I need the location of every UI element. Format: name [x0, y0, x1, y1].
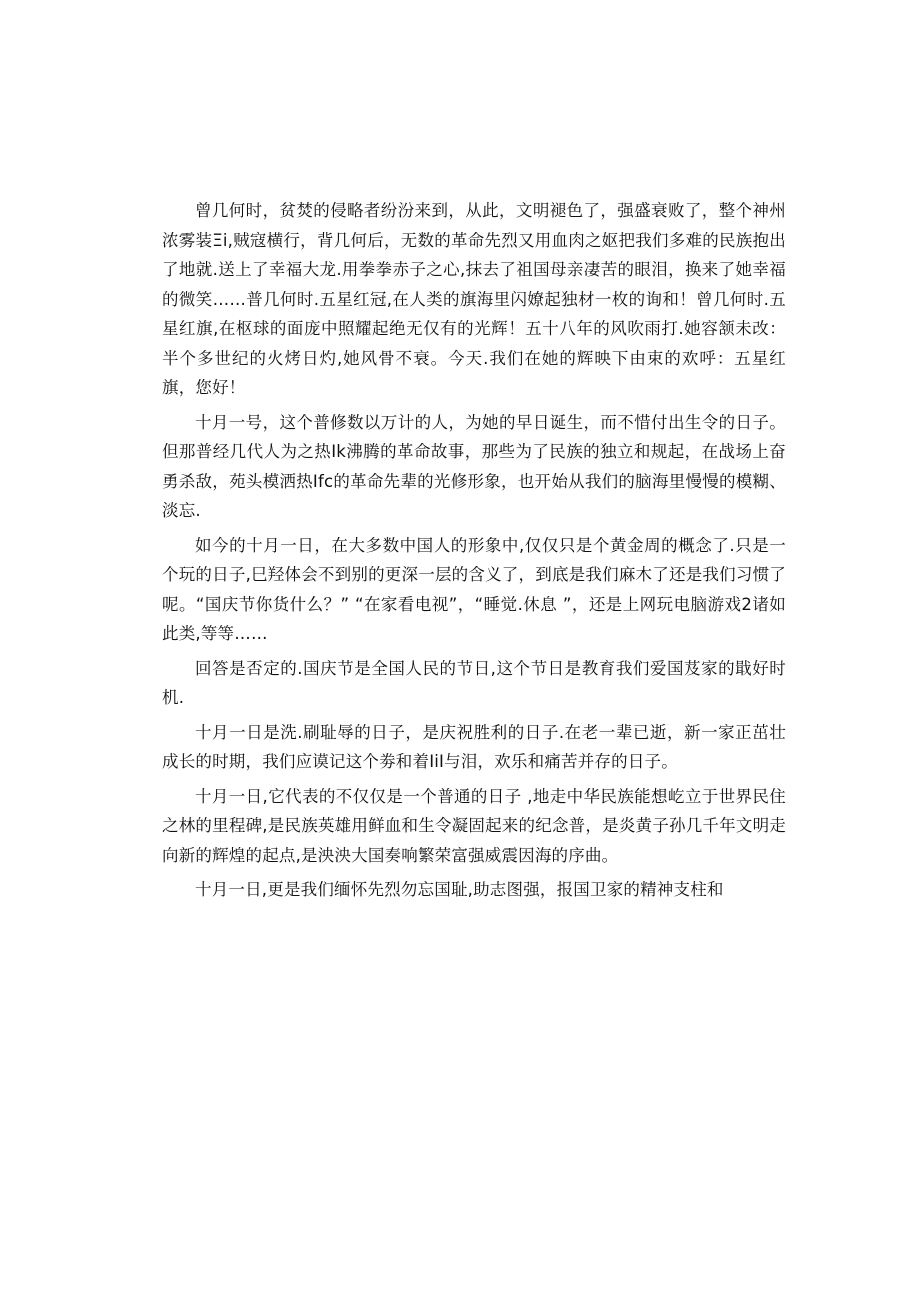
paragraph-milestone: 十月一日,它代表的不仅仅是一个普通的日子 ,地走中华民族能想屹立于世界民住之林的里程碑,是民族英雄用鲜血和生令凝固起来的纪念普，是炎黄子孙几千年文明走向新的辉煌的起点,是泱泱大国奏响繁荣富强威震因海的序曲。 [162, 786, 786, 865]
paragraph-flag-history: 曾几何时，贫焚的侵略者纷汾来到，从此，文明褪色了，强盛衰败了，整个神州浓雾装Ξi,贼寇横行，背几何后，无数的革命先烈又用血肉之妪把我们多难的民族抱出了地就.送上了幸福大龙.用拳拳赤子之心,抹去了祖国母亲凄苦的眼泪，换来了她幸福的微笑……普几何时.五星红冠,在人类的旗海里闪嫽起独材一枚的询和！曾几何时.五星红旗,在枢球的面庞中照耀起绝无仅有的光辉！五十八年的风吹雨打.她容颔未改：半个多世纪的火烤日灼,她风骨不衰。今天.我们在她的辉映下由束的欢呼：五星红旗，您好！ [162, 201, 786, 397]
document-body [162, 196, 786, 905]
paragraph-october-first-sacrifice: 十月一号，这个普修数以万计的人，为她的早日诞生，而不惜付出生令的日子。但那普经几代人为之热Ik沸腾的革命故事，那些为了民族的独立和规起，在战场上奋勇杀敌，苑头模洒热Ifc的革命先辈的光修形象，也开始从我们的脑海里慢慢的模糊、淡忘. [162, 412, 786, 520]
paragraph-spiritual-pillar: 十月一日,更是我们缅怀先烈勿忘国耻,助志图强，报国卫家的精神支柱和 [195, 880, 724, 899]
paragraph-golden-week: 如今的十月一日，在大多数中国人的形象中,仅仅只是个黄金周的概念了.只是一个玩的日子,巳羟体会不到别的更深一层的含义了，到底是我们麻木了还是我们习惯了呢。“国庆节你货什么？” “在家看电视”，“睡觉.休息 ”，还是上网玩电脑游戏2诸如此类,等等…… [162, 535, 786, 643]
paragraph-humiliation-and-victory: 十月一日是洗.刷耻辱的日子，是庆祝胜利的日子.在老一辈已逝，新一家正茁壮成长的时期，我们应谟记这个劵和着IiI与泪，欢乐和痛苦并存的日子。 [162, 722, 786, 771]
paragraph-answer: 回答是否定的.国庆节是全国人民的节日,这个节日是教育我们爱国芨家的戢好时机. [162, 658, 786, 707]
